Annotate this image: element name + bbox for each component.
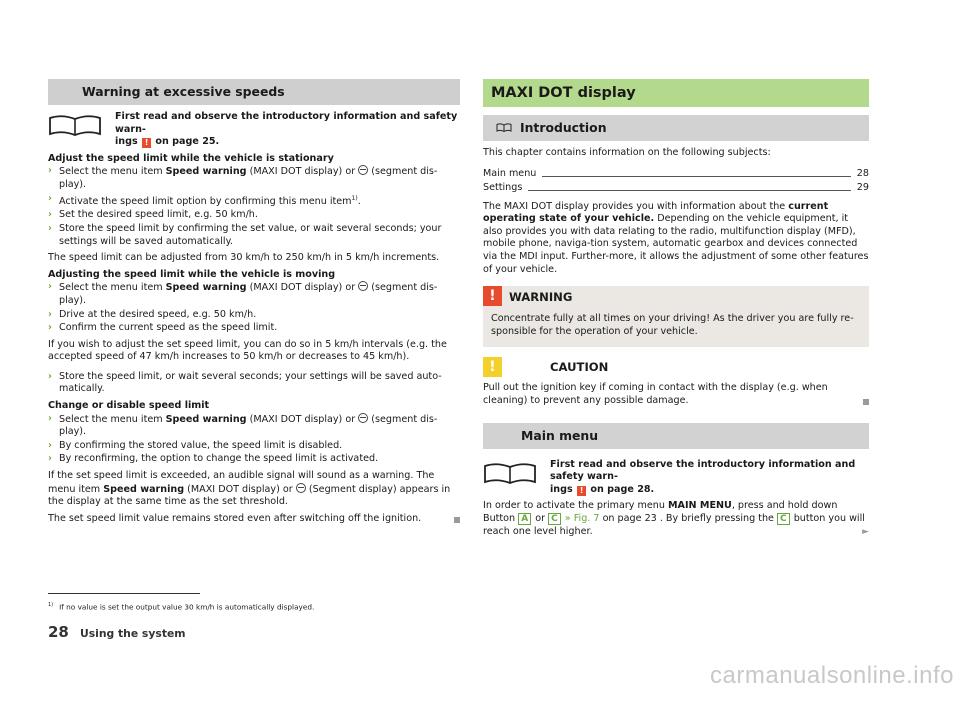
section-heading-excessive-speeds: Warning at excessive speeds [48,79,460,105]
right-column [483,79,869,542]
step-item: › Drive at the desired speed, e.g. 50 km/h. [48,308,257,320]
exceeded-text: If the set speed limit is exceeded, an audible signal will sound as a warning. The menu item Speed warning (MAXI DOT display) or (Segment display) appears in the display at the same time as the set threshold. [48,470,451,508]
moving-title: Adjusting the speed limit while the vehicle is moving [48,268,336,280]
interval-text: If you wish to adjust the set speed limit, you can do so in 5 km/h intervals (e.g. the accepted speed of 47 km/h increases to 50 km/h or decreases to 45 km/h). [48,338,447,363]
footer-title: Using the system [79,627,186,640]
step-item: › Store the speed limit, or wait several seconds; your settings will be saved auto-matically. [48,370,442,395]
open-book-icon [48,114,102,136]
change-title: Change or disable speed limit [48,400,210,412]
step-item: › By confirming the stored value, the speed limit is disabled. [48,439,343,451]
button-c-icon: C [548,513,561,525]
page-number: 28 [48,623,69,641]
subjects-text: This chapter contains information on the following subjects: [483,147,771,158]
step-item: › Select the menu item Speed warning (MAXI DOT display) or (segment dis-play). [48,412,438,438]
description-text: The MAXI DOT display provides you with information about the current operating state of your vehicle. Depending on the vehicle equipment, it also provides you with data relating to the radio, multifunction display (MFD), mobile phone, naviga-tion system, automatic gearbox and devices connected via the MDI input. Further-more, it allows the adjustment of some other features of your vehicle. [483,200,869,275]
open-book-icon [483,462,537,484]
read-first-note [48,111,460,149]
step-item: › Select the menu item Speed warning (MAXI DOT display) or (segment dis-play). [48,165,438,190]
intro-text-2: ings [115,136,138,148]
step-item: › Select the menu item Speed warning (MAXI DOT display) or (segment dis-play). [48,281,438,306]
warning-title: WARNING [509,290,573,305]
chapter-heading: MAXI DOT display [483,79,869,107]
toc-entry-main-menu[interactable]: Main menu 28 [483,168,869,179]
page-footer [48,623,186,642]
watermark-text: carmanualsonline.info [710,662,954,689]
main-menu-heading: Main menu [483,423,869,449]
warning-box [483,286,869,347]
open-book-icon [496,123,512,132]
caution-text: Pull out the ignition key if coming in contact with the display (e.g. when cleaning) to prevent any possible damage. [483,382,869,407]
step-item: › Store the speed limit by confirming the set value, or wait several seconds; your settings will be saved automatically. [48,222,442,247]
button-a-icon: A [518,513,531,525]
warning-text: Concentrate fully at all times on your driving! As the driver you are fully re-sponsible for the operation of your vehicle. [491,313,854,337]
step-item: › By reconfirming, the option to change the speed limit is activated. [48,453,379,465]
caution-icon: ! [483,357,502,377]
warning-icon: ! [483,286,502,306]
intro-text: First read and observe the introductory information and safety warn- [115,111,458,135]
toc-entry-settings[interactable]: Settings 29 [483,182,869,193]
button-c-icon: C [777,513,790,525]
segment-display-icon [358,281,368,291]
left-column [48,79,460,529]
step-item: › Confirm the current speed as the speed limit. [48,322,278,334]
intro-heading: Introduction [483,115,869,141]
continue-arrow-icon: ► [862,526,869,537]
activate-text: In order to activate the primary menu MAIN MENU, press and hold down Button A or C » Fig. 7 on page 23 . By briefly pressing the C button you will reach one level higher. ► [483,500,869,537]
caution-box [483,357,869,407]
section-end-icon [863,399,869,405]
step-item: › Set the desired speed limit, e.g. 50 km/h. [48,209,258,221]
segment-display-icon [296,483,306,493]
range-text: The speed limit can be adjusted from 30 km/h to 250 km/h in 5 km/h increments. [48,252,440,264]
caution-title: CAUTION [550,360,609,375]
stored-text: The set speed limit value remains stored even after switching off the ignition. [48,513,460,526]
figure-link[interactable]: » Fig. 7 [564,512,600,524]
stationary-title: Adjust the speed limit while the vehicle is stationary [48,152,334,164]
segment-display-icon [358,165,368,175]
intro-page-ref: on page 25. [155,136,220,148]
section-end-icon [454,517,460,523]
read-first-note: First read and observe the introductory information and safety warn- ings ! on page 28. [483,459,869,497]
warning-exclamation-icon: ! [142,138,151,148]
segment-display-icon [358,413,368,423]
step-item: › Activate the speed limit option by confirming this menu item$^{1)}$. [48,192,361,207]
footnote: $^{1)}$ If no value is set the output value 30 km/h is automatically displayed. [48,593,460,614]
warning-exclamation-icon: ! [577,486,586,496]
